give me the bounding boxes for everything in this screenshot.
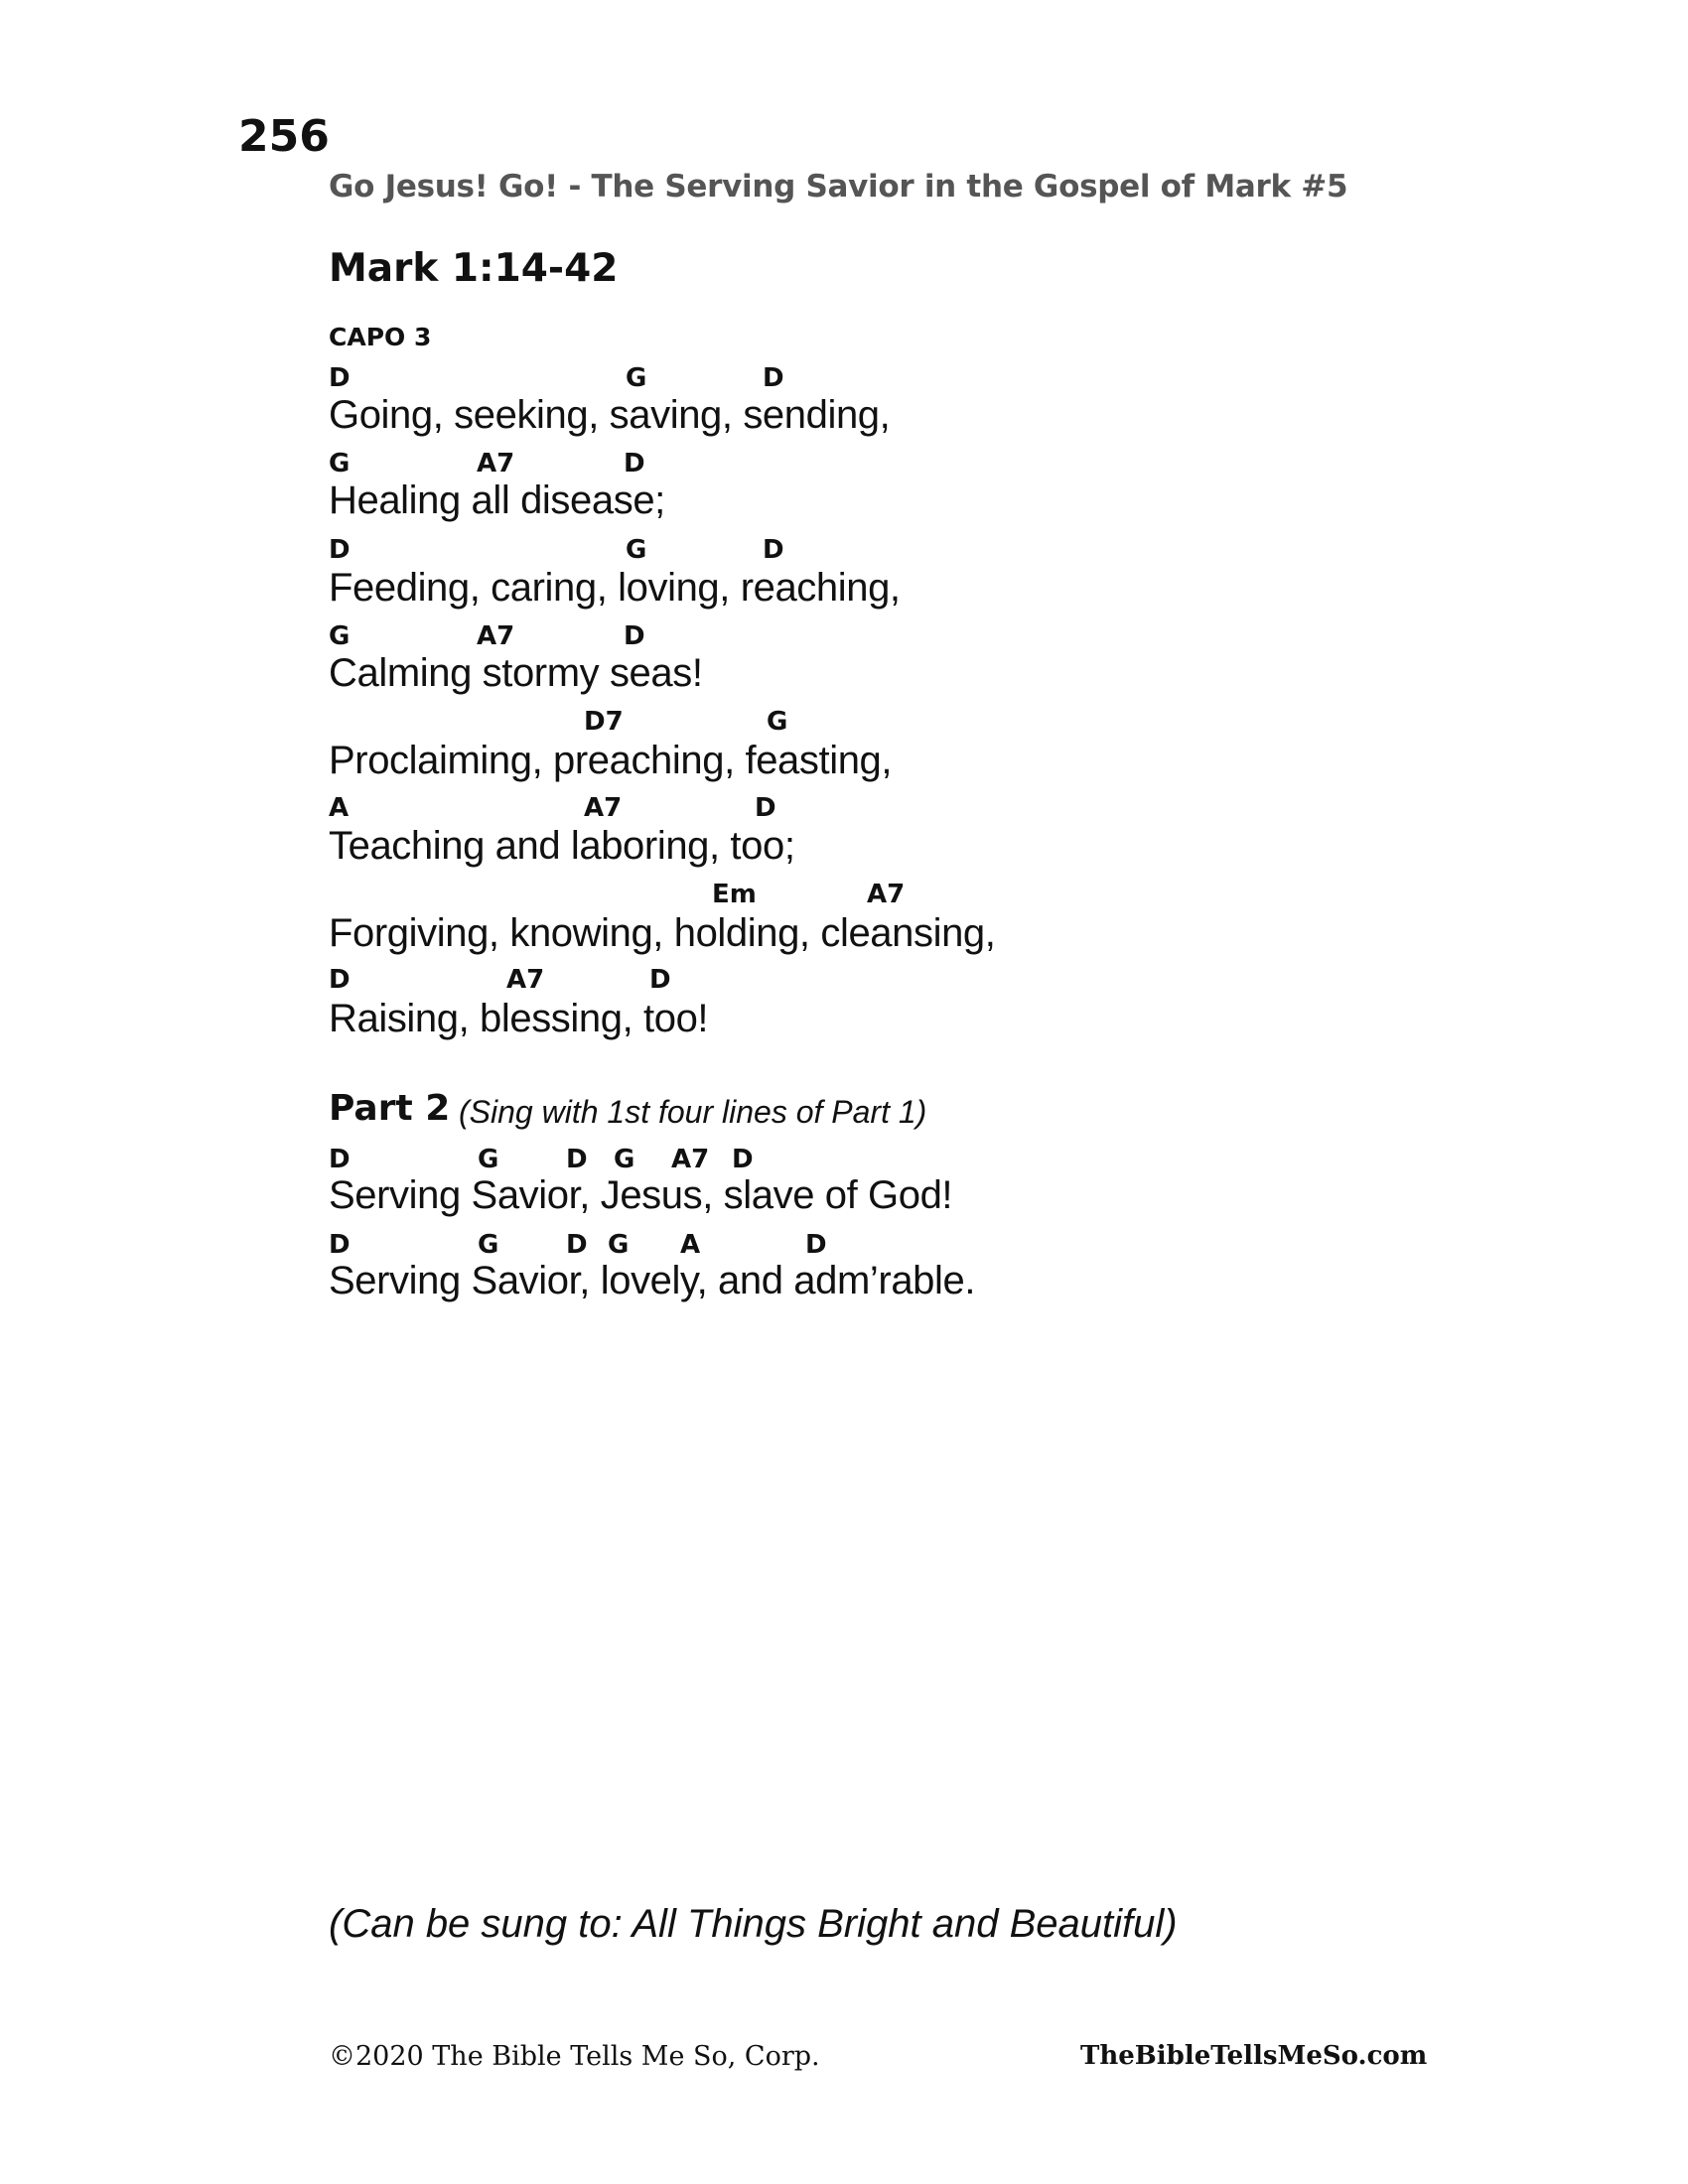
chord: D [329, 363, 351, 393]
chord: A7 [671, 1145, 710, 1174]
chord: D [649, 965, 671, 995]
chord: D [763, 363, 784, 393]
part2-instruction: (Sing with 1st four lines of Part 1) [459, 1094, 927, 1130]
chord: G [767, 707, 788, 737]
tune-note: (Can be sung to: All Things Bright and Beautiful) [329, 1902, 1178, 1946]
lyric-line: Proclaiming, preaching, feasting, [329, 739, 893, 782]
chord: D [624, 449, 645, 478]
chord: A [680, 1230, 701, 1260]
chord: A7 [584, 793, 623, 823]
page-number: 256 [238, 111, 330, 162]
chord: A7 [477, 449, 515, 478]
chord: D [755, 793, 776, 823]
lyric-line: Forgiving, knowing, holding, cleansing, [329, 911, 996, 955]
chord: D [329, 535, 351, 565]
chord: D [329, 965, 351, 995]
chord: D [763, 535, 784, 565]
chord: G [329, 449, 351, 478]
chord: D7 [584, 707, 624, 737]
scripture-reference: Mark 1:14-42 [329, 246, 619, 291]
chord: D [805, 1230, 827, 1260]
chord: D [732, 1145, 754, 1174]
chord: D [566, 1230, 588, 1260]
chord: G [329, 621, 351, 651]
lyric-line: Teaching and laboring, too; [329, 824, 795, 868]
chord: A7 [867, 880, 906, 909]
chord: Em [712, 880, 757, 909]
part2-heading: Part 2 [329, 1088, 451, 1129]
website-link[interactable]: TheBibleTellsMeSo.com [1080, 2041, 1428, 2071]
song-title: Go Jesus! Go! - The Serving Savior in the Gospel of Mark #5 [329, 169, 1348, 205]
lyric-line: Raising, blessing, too! [329, 997, 709, 1040]
chord: G [626, 363, 647, 393]
capo-instruction: CAPO 3 [329, 323, 432, 351]
lyric-line: Going, seeking, saving, sending, [329, 393, 891, 437]
lyric-line: Serving Savior, Jesus, slave of God! [329, 1173, 953, 1217]
chord: D [624, 621, 645, 651]
lyric-line: Serving Savior, lovely, and adm’rable. [329, 1259, 976, 1302]
lyric-line: Feeding, caring, loving, reaching, [329, 566, 901, 610]
chord: A7 [477, 621, 515, 651]
chord: D [329, 1230, 351, 1260]
chord: D [566, 1145, 588, 1174]
copyright-notice: ©2020 The Bible Tells Me So, Corp. [329, 2041, 820, 2072]
chord: G [478, 1230, 499, 1260]
chord: G [614, 1145, 635, 1174]
chord: G [626, 535, 647, 565]
chord: D [329, 1145, 351, 1174]
chord: A [329, 793, 350, 823]
chord: A7 [506, 965, 545, 995]
chord: G [608, 1230, 630, 1260]
lyric-line: Healing all disease; [329, 478, 665, 522]
lyric-line: Calming stormy seas! [329, 651, 703, 695]
chord: G [478, 1145, 499, 1174]
